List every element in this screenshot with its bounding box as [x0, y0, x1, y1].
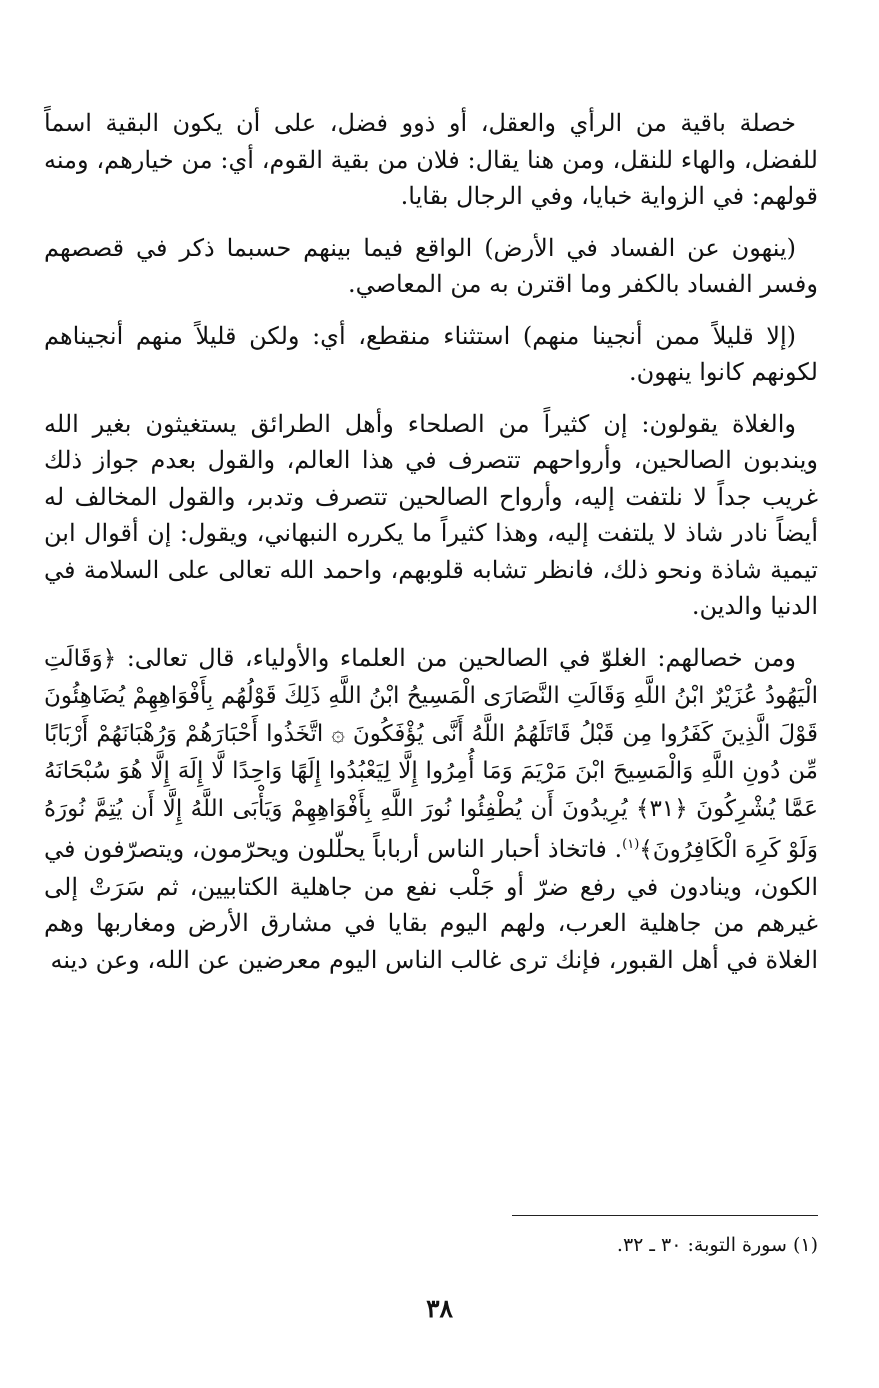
page-number: ٣٨ — [426, 1294, 453, 1323]
footnote-divider — [512, 1215, 818, 1216]
paragraph-5 — [44, 640, 818, 979]
main-text — [44, 105, 818, 993]
paragraph-1: خصلة باقية من الرأي والعقل، أو ذوو فضل، على أن يكون البقية اسماً للفضل، والهاء للنقل، ومن هنا يقال: فلان من بقية القوم، أي: من خيارهم، ومنه قولهم: في الزواية خبايا، وفي الرجال بقايا. — [44, 109, 818, 210]
paragraph-3: (إلا قليلاً ممن أنجينا منهم) استثناء منقطع، أي: ولكن قليلاً منهم أنجيناهم لكونهم كانوا ينهون. — [44, 321, 818, 386]
paragraph-5-rest: . فاتخاذ أحبار الناس أرباباً يحلّلون ويحرّمون، ويتصرّفون في الكون، وينادون في رفع ضرّ أو جَلْب نفع من جاهلية الكتابيين، ثم سَرَتْ إلى غيرهم من جاهلية العرب، ولهم اليوم بقايا في مشارق الأرض ومغاربها وهم الغلاة في أهل القبور، فإنك ترى غالب الناس اليوم معرضين عن الله، وعن دينه — [44, 835, 818, 974]
paragraph-5-intro: ومن خصالهم: الغلوّ في الصالحين من العلماء والأولياء، قال تعالى: — [126, 643, 796, 672]
paragraph-4: والغلاة يقولون: إن كثيراً من الصلحاء وأهل الطرائق يستغيثون بغير الله ويندبون الصالحين، وأرواحهم تتصرف في هذا العالم، والقول بعدم جواز ذلك غريب جداً لا نلتفت إليه، وأرواح الصالحين تتصرف وتدبر، والقول المخالف له أيضاً نادر شاذ لا يلتفت إليه، وهذا كثيراً ما يكرره النبهاني، ويقول: إن أقوال ابن تيمية شاذة ونحو ذلك، فانظر تشابه قلوبهم، واحمد الله تعالى على السلامة في الدنيا والدين. — [44, 409, 819, 620]
quran-verse: ﴿وَقَالَتِ الْيَهُودُ عُزَيْرٌ ابْنُ اللَّهِ وَقَالَتِ النَّصَارَى الْمَسِيحُ ابْنُ اللَّهِ ذَلِكَ قَوْلُهُم بِأَفْوَاهِهِمْ يُضَاهِئُونَ قَوْلَ الَّذِينَ كَفَرُوا مِن قَبْلُ قَاتَلَهُمُ اللَّهُ أَنَّى يُؤْفَكُونَ ۞ اتَّخَذُوا أَحْبَارَهُمْ وَرُهْبَانَهُمْ أَرْبَابًا مِّن دُونِ اللَّهِ وَالْمَسِيحَ ابْنَ مَرْيَمَ وَمَا أُمِرُوا إِلَّا لِيَعْبُدُوا إِلَهًا وَاحِدًا لَّا إِلَهَ إِلَّا هُوَ سُبْحَانَهُ عَمَّا يُشْرِكُونَ ﴿٣١﴾ يُرِيدُونَ أَن يُطْفِئُوا نُورَ اللَّهِ بِأَفْوَاهِهِمْ وَيَأْبَى اللَّهُ إِلَّا أَن يُتِمَّ نُورَهُ وَلَوْ كَرِهَ الْكَافِرُونَ﴾ — [44, 645, 819, 863]
paragraph-2: (ينهون عن الفساد في الأرض) الواقع فيما بينهم حسبما ذكر في قصصهم وفسر الفساد بالكفر وما اقترن به من المعاصي. — [44, 233, 818, 298]
footnote-reference: (١) — [622, 837, 640, 852]
footnote: (١) سورة التوبة: ٣٠ ـ ٣٢. — [616, 1234, 818, 1256]
